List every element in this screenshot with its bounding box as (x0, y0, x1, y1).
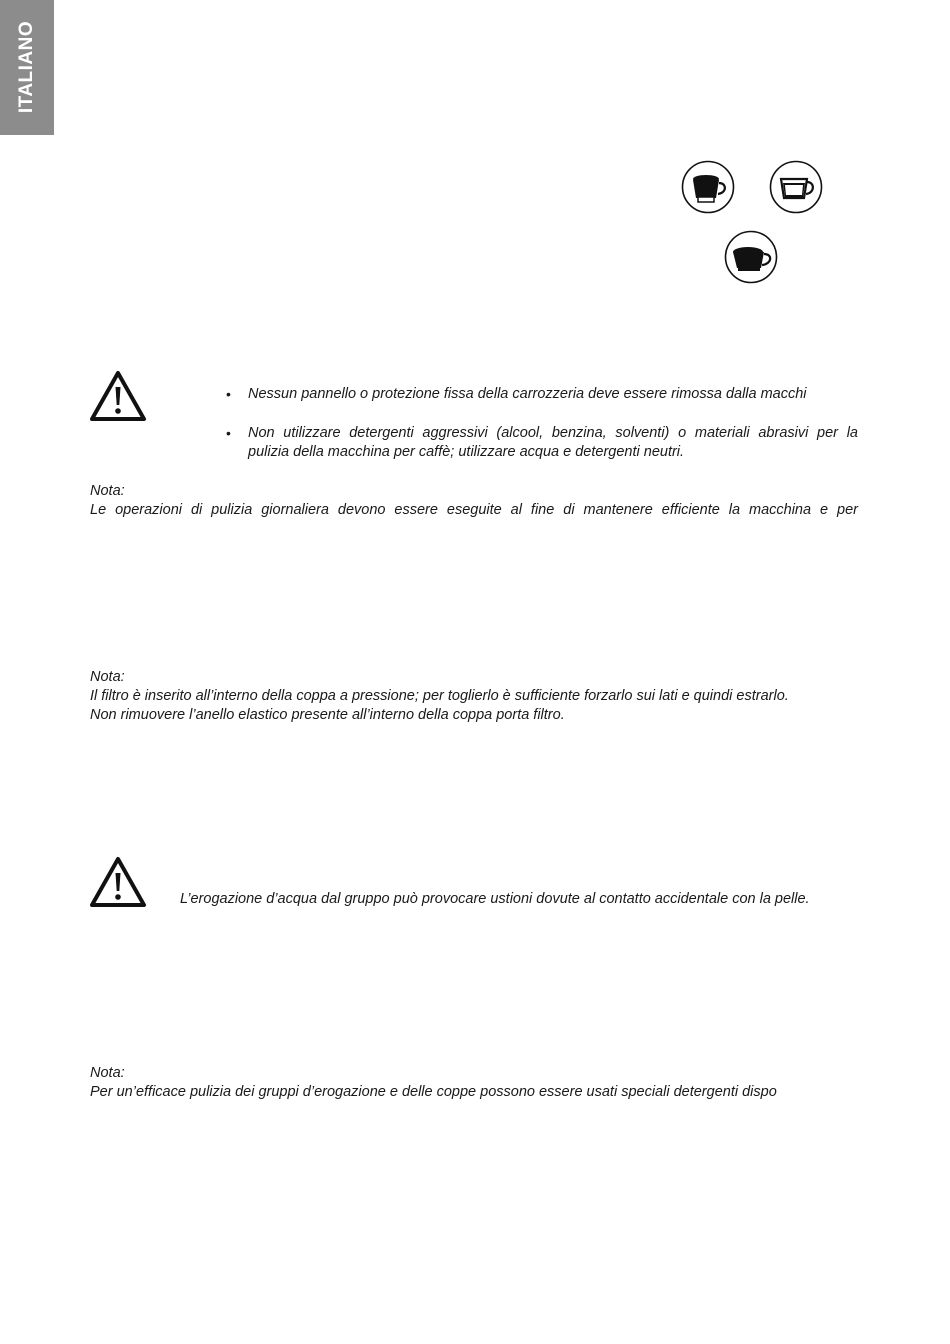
note-label: Nota: (90, 1065, 125, 1081)
bullet-dot: • (226, 386, 231, 402)
note-text: Per un’efficace pulizia dei gruppi d’erogazione e delle coppe possono essere usati speciali detergenti dispo (90, 1084, 777, 1100)
note-text: Le operazioni di pulizia giornaliera devono essere eseguite al fine di mantenere efficiente la macchina e per (90, 502, 858, 518)
note-text-line2: Non rimuovere l’anello elastico presente all’interno della coppa porta filtro. (90, 707, 565, 723)
teapot-filled-icon (724, 230, 778, 284)
bullet-text-2-line1: Non utilizzare detergenti aggressivi (alcool, benzina, solventi) o materiali abrasivi per la (248, 425, 858, 441)
note-text-line1: Il filtro è inserito all’interno della coppa a pressione; per toglierlo è sufficiente forzarlo sui lati e quindi estrarlo. (90, 688, 789, 704)
language-tab (0, 0, 54, 135)
language-tab-label: ITALIANO (16, 20, 37, 114)
note-label: Nota: (90, 483, 125, 499)
bullet-text-2-line2: pulizia della macchina per caffè; utilizzare acqua e detergenti neutri. (248, 444, 685, 460)
note-label: Nota: (90, 669, 125, 685)
bullet-text-1: Nessun pannello o protezione fissa della carrozzeria deve essere rimossa dalla macchi (248, 386, 807, 402)
warning-text: L’erogazione d’acqua dal gruppo può provocare ustioni dovute al contatto accidentale con la pelle. (180, 891, 810, 907)
bullet-dot: • (226, 425, 231, 441)
teapot-full-icon (681, 160, 735, 214)
warning-triangle-icon (89, 856, 147, 908)
teapot-empty-icon (769, 160, 823, 214)
warning-triangle-icon (89, 370, 147, 422)
